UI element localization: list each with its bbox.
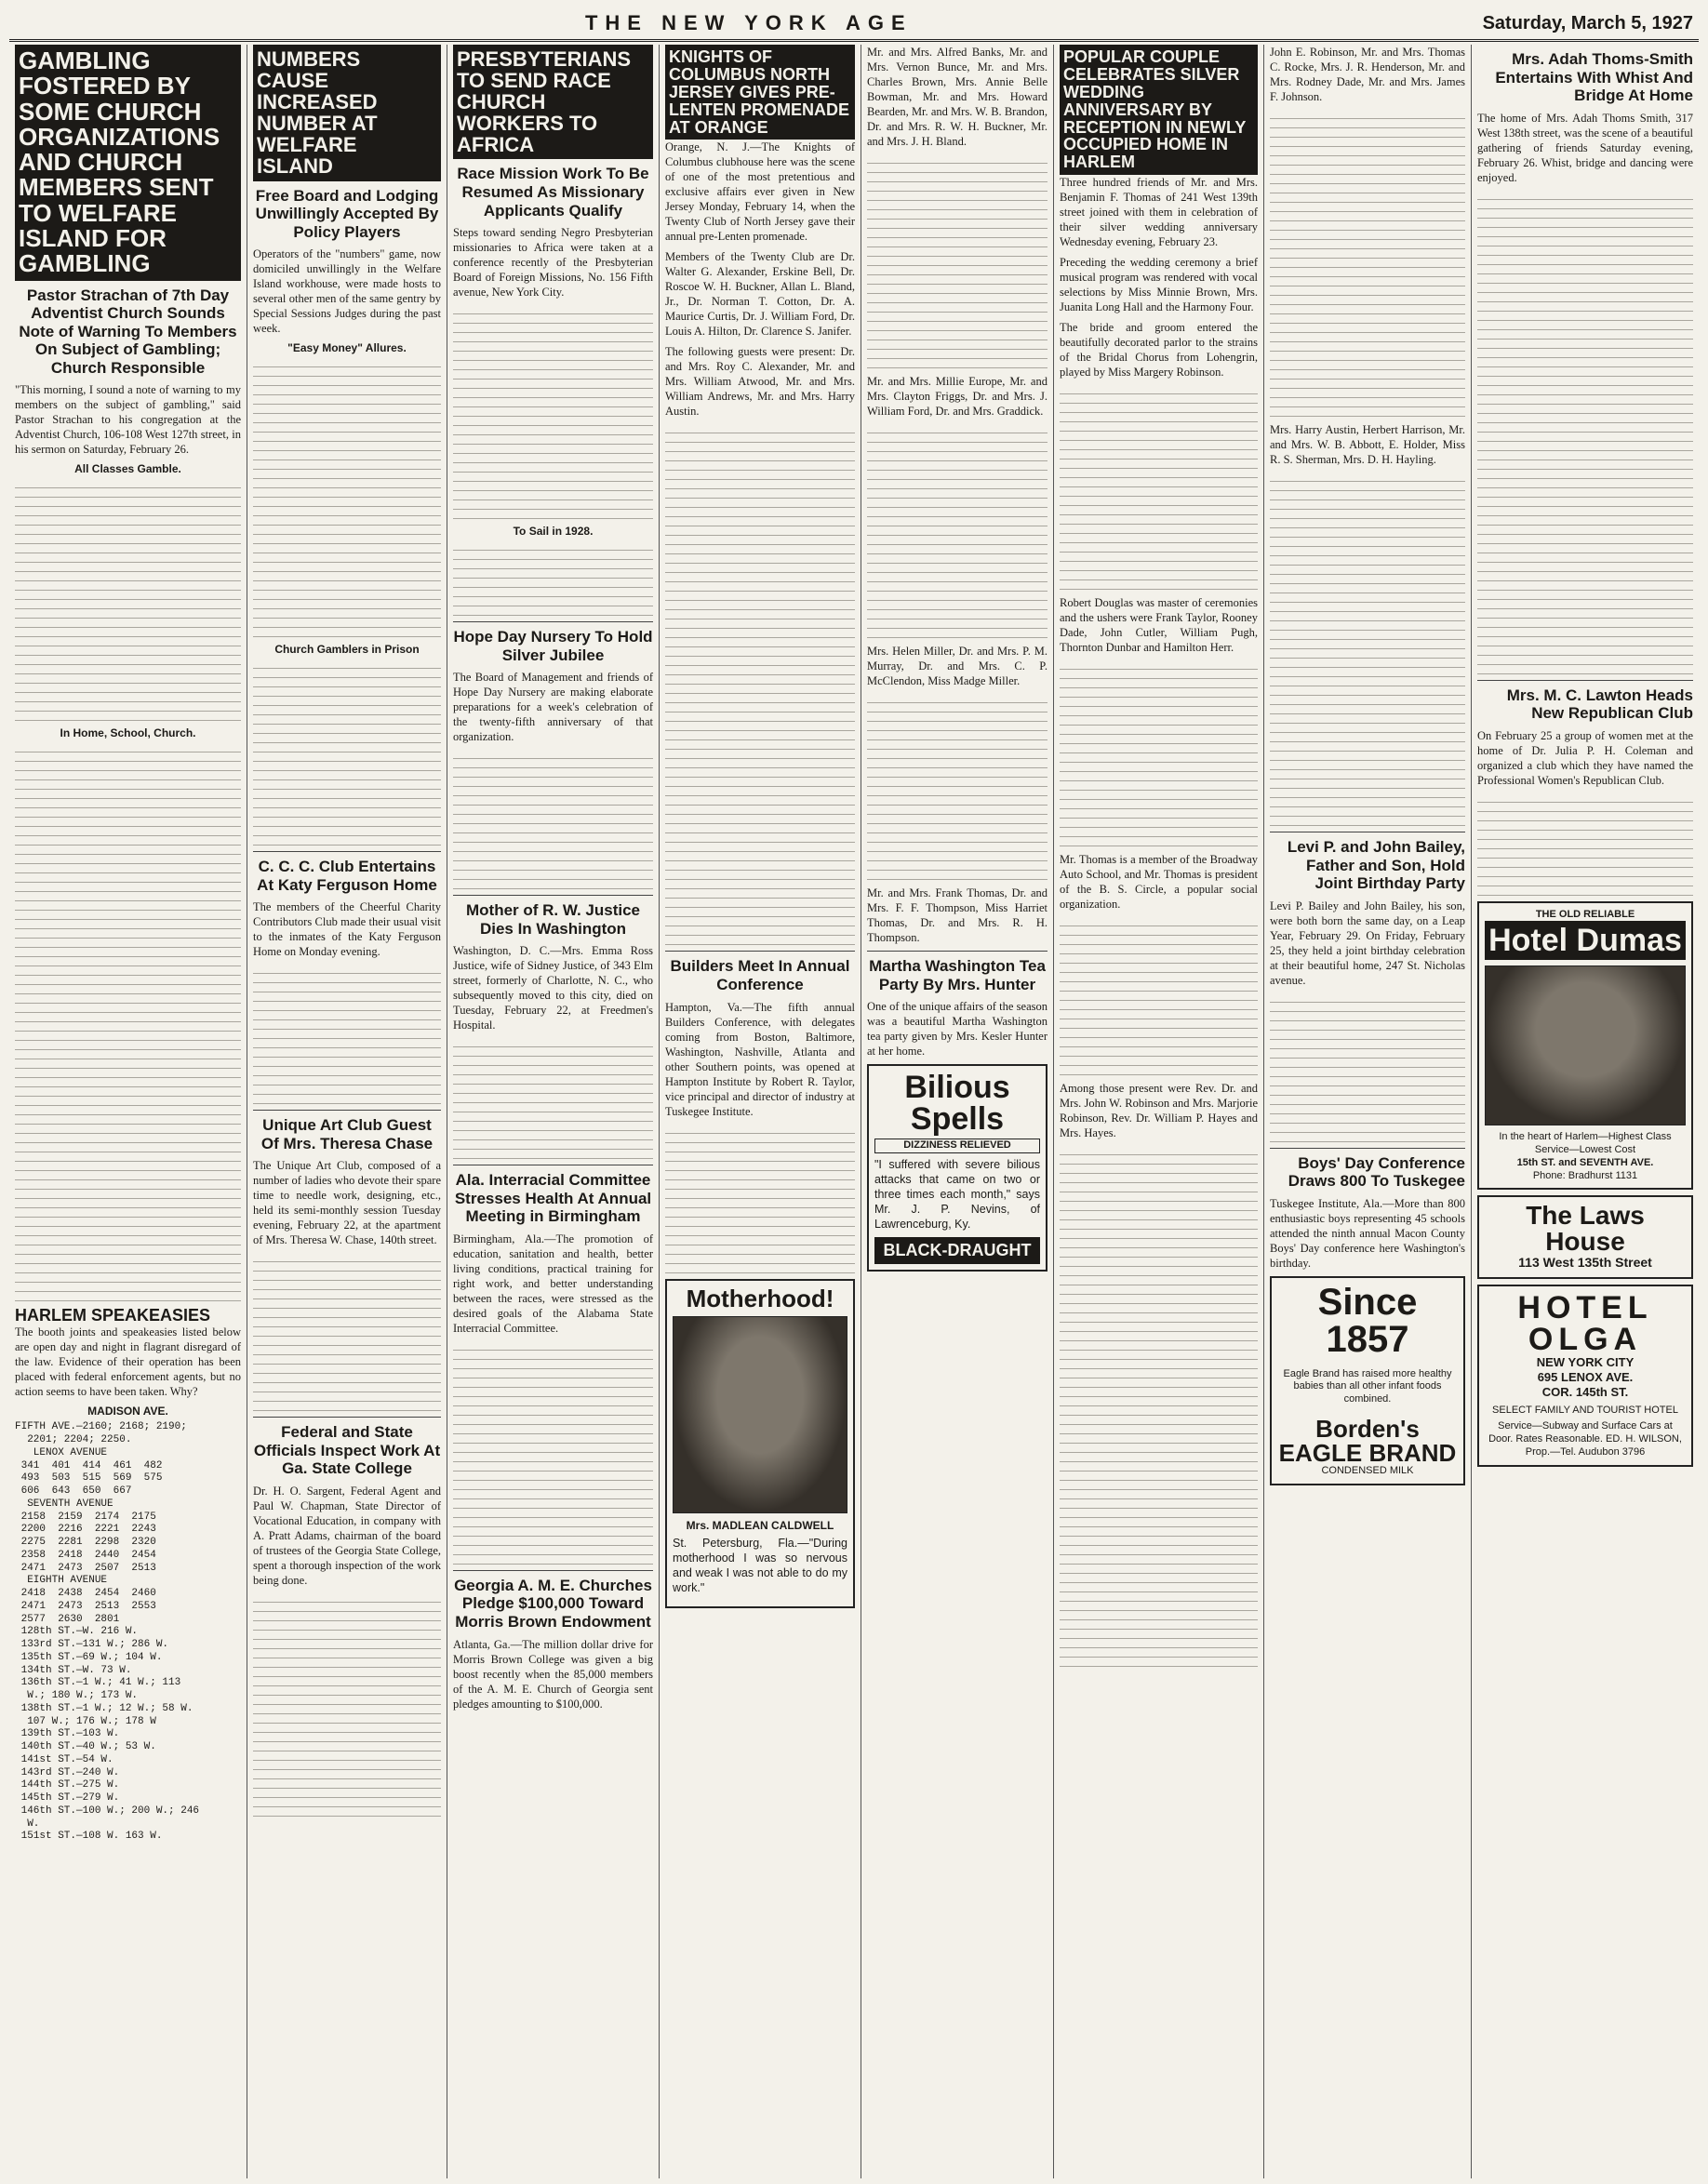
- presbyterians-filler: [453, 305, 653, 519]
- art-club-body: The Unique Art Club, composed of a number of ladies who devote their spare time to needle work, designing, etc., held its semi-monthly session Tuesday evening, February 22, at the apartment of Mrs. Theresa W. Chase, 140th street.: [253, 1159, 441, 1247]
- martha-body: One of the unique affairs of the season was a beautiful Martha Washington tea party given by Mrs. Kesler Hunter at her home.: [867, 1000, 1047, 1059]
- society-filler-2: [1270, 473, 1465, 826]
- numbers-filler-2: [253, 659, 441, 846]
- wedding-filler-3: [1060, 917, 1258, 1075]
- masthead-title: THE NEW YORK AGE: [584, 11, 913, 34]
- headline-ccc-club: C. C. C. Club Entertains At Katy Ferguson Home: [257, 858, 437, 894]
- bailey-body: Levi P. Bailey and John Bailey, his son, were both born the same day, on a Leap Year, February 29. On Friday, February 25, they held a joint birthday celebration at their beautiful home, 247 St. Nicholas avenue.: [1270, 899, 1465, 987]
- headline-knights-columbus: KNIGHTS OF COLUMBUS NORTH JERSEY GIVES PRE-LENTEN PROMENADE AT ORANGE: [665, 45, 855, 140]
- guest-list-4: Mr. and Mrs. Frank Thomas, Dr. and Mrs. F. F. Thompson, Miss Harriet Thomas, Dr. and Mrs. R. H. Thompson.: [867, 886, 1047, 944]
- divider: [253, 851, 441, 852]
- headline-bailey-birthday: Levi P. and John Bailey, Father and Son, Hold Joint Birthday Party: [1287, 838, 1465, 893]
- wedding-ushers: Robert Douglas was master of ceremonies and the ushers were Frank Taylor, Rooney Dade, John Cutler, William Pugh, Thornton Dunbar and Hamilton Herr.: [1060, 596, 1258, 655]
- ad-motherhood-caption: Mrs. MADLEAN CALDWELL: [686, 1518, 834, 1532]
- ad-dumas-phone: Phone: Bradhurst 1131: [1532, 1169, 1638, 1181]
- ad-dumas-name: Hotel Dumas: [1485, 921, 1686, 960]
- wedding-entry: The bride and groom entered the beautifully decorated parlor to the strains of the Bridal Chorus from Lohengrin, played by Miss Margery Robinson.: [1060, 321, 1258, 380]
- bailey-filler: [1270, 993, 1465, 1142]
- wedding-filler-4: [1060, 1146, 1258, 1667]
- divider: [253, 1110, 441, 1111]
- ccc-body: The members of the Cheerful Charity Contributors Club made their usual visit to the inmates of the Katy Ferguson Home on Monday evening.: [253, 900, 441, 959]
- column-6: [1054, 45, 1264, 2178]
- column-8: [1472, 45, 1699, 2178]
- article-body-filler-2: [15, 743, 241, 1301]
- art-club-filler: [253, 1253, 441, 1411]
- column-3: [447, 45, 660, 2178]
- wedding-filler-1: [1060, 385, 1258, 590]
- masthead-date: Saturday, March 5, 1927: [1482, 12, 1693, 33]
- hope-day-filler: [453, 750, 653, 889]
- article-lead: "This morning, I sound a note of warning to my members on the subject of gambling," said Pastor Strachan to his congregation at the Adventist Church, 106-108 West 127th street, in his sermon on Saturday, February 26.: [15, 383, 241, 457]
- ad-eagle-brand-sub: CONDENSED MILK: [1321, 1464, 1414, 1476]
- wedding-member: Mr. Thomas is a member of the Broadway Auto School, and Mr. Thomas is president of the B. S. Circle, a popular social organization.: [1060, 853, 1258, 912]
- deck-free-board: Free Board and Lodging Unwillingly Accepted By Policy Players: [255, 186, 439, 241]
- headline-silver-wedding: POPULAR COUPLE CELEBRATES SILVER WEDDING ANNIVERSARY BY RECEPTION IN NEWLY OCCUPIED HOME IN HARLEM: [1060, 45, 1258, 175]
- headline-thoms-smith: Mrs. Adah Thoms-Smith Entertains With Whist And Bridge At Home: [1495, 50, 1693, 105]
- column-1: [9, 45, 247, 2178]
- column-5: [861, 45, 1054, 2178]
- society-filler-1: [1270, 110, 1465, 417]
- georgia-ame-body: Atlanta, Ga.—The million dollar drive for Morris Brown College was given a big boost recently when the 85,000 members of the A. M. E. Church of Georgia sent pledges amounting to $100,000.: [453, 1637, 653, 1711]
- divider: [867, 951, 1047, 952]
- justice-body: Washington, D. C.—Mrs. Emma Ross Justice, wife of Sidney Justice, of 343 Elm street, formerly of Charlotte, N. C., who subsequently moved to this city, died on Tuesday, February 22, at Freedmen's Hospital.: [453, 944, 653, 1032]
- subhead-all-classes: All Classes Gamble.: [74, 462, 181, 476]
- headline-georgia-ame: Georgia A. M. E. Churches Pledge $100,000 Toward Morris Brown Endowment: [454, 1576, 652, 1631]
- headline-presbyterians: PRESBYTERIANS TO SEND RACE CHURCH WORKERS TO AFRICA: [453, 45, 653, 159]
- ad-hotel-olga: [1477, 1285, 1693, 1467]
- subhead-easy-money: "Easy Money" Allures.: [287, 341, 407, 355]
- table-title: MADISON AVE.: [87, 1405, 168, 1418]
- ad-olga-addr3: COR. 145th ST.: [1541, 1385, 1629, 1400]
- ad-bilious-title: Bilious Spells: [904, 1070, 1010, 1138]
- ad-laws-name: The Laws House: [1526, 1201, 1645, 1257]
- column-2: [247, 45, 447, 2178]
- headline-boys-day: Boys' Day Conference Draws 800 To Tuskegee: [1288, 1153, 1465, 1191]
- headline-numbers: NUMBERS CAUSE INCREASED NUMBER AT WELFARE ISLAND: [253, 45, 441, 181]
- knights-lead: Orange, N. J.—The Knights of Columbus clubhouse here was the scene of one of the most pretentious and exclusive affairs ever given in New Jersey Monday, February 14, when the Twenty Club of North Jersey gave their annual pre-Lenten promenade.: [665, 140, 855, 244]
- subhead-to-sail: To Sail in 1928.: [513, 525, 594, 539]
- deck-race-mission: Race Mission Work To Be Resumed As Missionary Applicants Qualify: [457, 165, 649, 220]
- masthead: [9, 7, 1699, 42]
- headline-lawton: Mrs. M. C. Lawton Heads New Republican Club: [1506, 686, 1693, 723]
- society-list-1: John E. Robinson, Mr. and Mrs. Thomas C. Rocke, Mrs. J. R. Henderson, Mr. and Mrs. Rodney Dade, Mr. and Mrs. James F. Johnson.: [1270, 46, 1465, 103]
- guest-filler-2: [867, 424, 1047, 638]
- ad-bilious-brand: BLACK-DRAUGHT: [874, 1237, 1040, 1264]
- presbyterians-lead: Steps toward sending Negro Presbyterian missionaries to Africa were taken at a conference recently of the Presbyterian Board of Foreign Missions, No. 156 Fifth avenue, New York City.: [453, 226, 653, 300]
- headline-ga-state-college: Federal and State Officials Inspect Work At Ga. State College: [253, 1423, 441, 1478]
- headline-gambling: GAMBLING FOSTERED BY SOME CHURCH ORGANIZATIONS AND CHURCH MEMBERS SENT TO WELFARE ISLAND FOR GAMBLING: [15, 45, 241, 281]
- hotel-photo: [1485, 965, 1686, 1125]
- divider: [253, 1417, 441, 1418]
- ad-motherhood: [665, 1279, 855, 1608]
- ad-motherhood-title: Motherhood!: [686, 1284, 834, 1312]
- headline-unique-art-club: Unique Art Club Guest Of Mrs. Theresa Chase: [260, 1116, 434, 1152]
- divider: [665, 951, 855, 952]
- guest-list-2: Mr. and Mrs. Millie Europe, Mr. and Mrs. Clayton Friggs, Dr. and Mrs. J. William Ford, Dr. and Mrs. Graddick.: [867, 375, 1047, 418]
- ad-olga-addr2: 695 LENOX AVE.: [1537, 1370, 1634, 1385]
- ad-dumas-addr: 15th ST. and SEVENTH AVE.: [1516, 1156, 1654, 1168]
- builders-filler: [665, 1125, 855, 1273]
- speakeasy-address-table: FIFTH AVE.—2160; 2168; 2190; 2201; 2204; 2250. LENOX AVENUE 341 401 414 461 482 493 503 515 569 575 606 643 650 667 SEVENTH AVENUE 2158 2159 2174 2175 2200 2216 2221 2243 2275 2281 2298 2320 2358 2418 2440 2454 2471 2473 2507 2513 EIGHTH AVENUE 2418 2438 2454 2460 2471 2473 2513 2553 2577 2630 2801 128th ST.—W. 216 W. 133rd ST.—131 W.; 286 W. 135th ST.—69 W.; 104 W. 134th ST.—W. 73 W. 136th ST.—1 W.; 41 W.; 113 W.; 180 W.; 173 W. 138th ST.—1 W.; 12 W.; 58 W. 107 W.; 176 W.; 178 W 139th ST.—103 W. 140th ST.—40 W.; 53 W. 141st ST.—54 W. 143rd ST.—240 W. 144th ST.—275 W. 145th ST.—279 W. 146th ST.—100 W.; 200 W.; 246 W. 151st ST.—108 W. 163 W.: [15, 1421, 200, 1843]
- ad-eagle-brand-name: Borden's EAGLE BRAND: [1278, 1414, 1457, 1467]
- boys-day-body: Tuskegee Institute, Ala.—More than 800 enthusiastic boys representing 45 schools attended the ninth annual Macon County Boys' Day conference here Washington's birthday.: [1270, 1196, 1465, 1270]
- headline-harlem-speakeasies: HARLEM SPEAKEASIES: [15, 1306, 211, 1325]
- ad-olga-foot: Service—Subway and Surface Cars at Door. Rates Reasonable. ED. H. WILSON, Prop.—Tel. Audubon 3796: [1488, 1420, 1682, 1458]
- knights-members: Members of the Twenty Club are Dr. Walter G. Alexander, Erskine Bell, Dr. Roscoe W. H. Buckner, Allan L. Bland, Jr., Dr. Norman T. Cotton, Dr. A. Maurice Curtis, Dr. J. William Ford, Dr. Louis A. Hilton, Dr. Clarence S. Janifer.: [665, 250, 855, 339]
- headline-builders-meet: Builders Meet In Annual Conference: [670, 957, 850, 993]
- divider: [1270, 1148, 1465, 1149]
- ad-eagle-text: Eagle Brand has raised more healthy babies than all other infant foods combined.: [1283, 1367, 1452, 1405]
- lawton-body: On February 25 a group of women met at the home of Dr. Julia P. H. Coleman and organized a club which they have named the Professional Women's Republican Club.: [1477, 728, 1693, 787]
- subhead-home-school-church: In Home, School, Church.: [60, 726, 196, 740]
- headline-interracial-committee: Ala. Interracial Committee Stresses Health At Annual Meeting in Birmingham: [454, 1171, 652, 1226]
- ad-eagle-year: Since 1857: [1317, 1281, 1418, 1360]
- ad-olga-text: SELECT FAMILY AND TOURIST HOTEL: [1492, 1404, 1678, 1416]
- wedding-present: Among those present were Rev. Dr. and Mrs. John W. Robinson and Mrs. Marjorie Robinson, Rev. Dr. William P. Hayes and Mrs. Hayes.: [1060, 1082, 1258, 1140]
- ad-laws-addr: 113 West 135th Street: [1518, 1255, 1652, 1271]
- interracial-body: Birmingham, Ala.—The promotion of education, sanitation and health, better living conditions, practical training for right work, and better understanding between the races, were stressed as the desired goals of the Alabama State Interracial Committee.: [453, 1232, 653, 1335]
- divider: [453, 895, 653, 896]
- portrait-photo: [673, 1316, 847, 1513]
- wedding-program: Preceding the wedding ceremony a brief musical program was rendered with vocal selections by Miss Minnie Brown, Mrs. Juanita Long Hall and the Harmony Four.: [1060, 256, 1258, 314]
- guest-filler-3: [867, 694, 1047, 880]
- speakeasies-intro: The booth joints and speakeasies listed below are open day and night in flagrant disregard of the law. Evidence of their operation has been placed with federal enforcement agents, but no action seems to have been taken. Why?: [15, 1325, 241, 1399]
- headline-hope-day-nursery: Hope Day Nursery To Hold Silver Jubilee: [453, 628, 653, 664]
- lawton-filler: [1477, 793, 1693, 896]
- thoms-smith-body: The home of Mrs. Adah Thoms Smith, 317 West 138th street, was the scene of a beautiful gathering of friends Saturday evening, February 26. Whist, bridge and dancing were enjoyed.: [1477, 111, 1693, 184]
- guest-filler-1: [867, 154, 1047, 368]
- knights-guests: The following guests were present: Dr. and Mrs. Roy C. Alexander, Mr. and Mrs. William Atwood, Mr. and Mrs. William Andrews, Mr. and Mrs. Harry Austin.: [665, 345, 855, 419]
- ad-eagle-brand: [1270, 1276, 1465, 1485]
- justice-filler: [453, 1038, 653, 1159]
- article-body-filler: [15, 479, 241, 721]
- wedding-lead: Three hundred friends of Mr. and Mrs. Benjamin F. Thomas of 241 West 139th street joined with them in celebration of their silver wedding anniversary Wednesday evening, February 23.: [1060, 176, 1258, 249]
- ccc-filler: [253, 965, 441, 1104]
- guest-list-3: Mrs. Helen Miller, Dr. and Mrs. P. M. Murray, Dr. and Mrs. C. P. McClendon, Miss Madge Miller.: [867, 645, 1047, 687]
- divider: [453, 621, 653, 622]
- headline-martha-washington: Martha Washington Tea Party By Mrs. Hunter: [869, 957, 1046, 993]
- ad-olga-name: HOTEL OLGA: [1517, 1289, 1653, 1357]
- ga-college-body: Dr. H. O. Sargent, Federal Agent and Paul W. Chapman, State Director of Vocational Education, in company with A. Pratt Adams, chairman of the board of trustees of the Georgia State College, spent a thorough inspection of the work being done.: [253, 1485, 441, 1588]
- numbers-lead: Operators of the "numbers" game, now domiciled unwillingly in the Welfare Island workhouse, were made hosts to several other men of the same gentry by Special Sessions Judges during the past week.: [253, 247, 441, 336]
- deck-pastor-strachan: Pastor Strachan of 7th Day Adventist Church Sounds Note of Warning To Members On Subject of Gambling; Church Responsible: [19, 286, 237, 377]
- guest-list-1: Mr. and Mrs. Alfred Banks, Mr. and Mrs. Vernon Bunce, Mr. and Mrs. Charles Brown, Mrs. Annie Belle Bowman, Mr. and Mrs. Howard Bearden, Mr. and Mrs. W. B. Brandon, Dr. and Mrs. R. W. H. Buckner, Mr. and Mrs. J. H. Bland.: [867, 46, 1047, 148]
- numbers-filler: [253, 358, 441, 637]
- divider: [453, 1570, 653, 1571]
- column-4: [660, 45, 861, 2178]
- columns: [9, 45, 1699, 2178]
- ad-bilious-text: "I suffered with severe bilious attacks that came on two or three times each month," says Mr. J. P. Nevins, of Lawrenceburg, Ky.: [874, 1157, 1040, 1231]
- thoms-smith-filler: [1477, 191, 1693, 674]
- ad-dumas-top: THE OLD RELIABLE: [1535, 908, 1635, 920]
- headline-mother-justice: Mother of R. W. Justice Dies In Washington: [465, 901, 641, 938]
- column-7: [1264, 45, 1472, 2178]
- knights-filler: [665, 424, 855, 945]
- ad-hotel-dumas: [1477, 901, 1693, 1191]
- ga-college-filler: [253, 1593, 441, 1817]
- ad-olga-addr1: NEW YORK CITY: [1536, 1354, 1635, 1369]
- ad-motherhood-text: St. Petersburg, Fla.—"During motherhood I was so nervous and weak I was not able to do my work.": [673, 1536, 847, 1594]
- presbyterians-filler-2: [453, 541, 653, 616]
- ad-bilious-sub: DIZZINESS RELIEVED: [874, 1139, 1040, 1153]
- ad-laws-house: [1477, 1195, 1693, 1279]
- subhead-church-gamblers: Church Gamblers in Prison: [274, 643, 420, 657]
- interracial-filler: [453, 1341, 653, 1565]
- society-list-2: Mrs. Harry Austin, Herbert Harrison, Mr. and Mrs. W. B. Abbott, E. Holder, Miss R. S. Sherman, Mrs. D. H. Hayling.: [1270, 423, 1465, 466]
- divider: [1477, 680, 1693, 681]
- builders-body: Hampton, Va.—The fifth annual Builders Conference, with delegates coming from Boston, Baltimore, Washington, Nashville, Atlanta and other Southern points, was opened at Hampton Institute by Robert R. Taylor, vice principal and director of industry at Tuskegee Institute.: [665, 1000, 855, 1118]
- ad-bilious-spells: [867, 1064, 1047, 1272]
- wedding-filler-2: [1060, 660, 1258, 846]
- hope-day-body: The Board of Management and friends of Hope Day Nursery are making elaborate preparations for a week's celebration of the twenty-fifth anniversary of that organization.: [453, 671, 653, 744]
- ad-dumas-text: In the heart of Harlem—Highest Class Service—Lowest Cost: [1499, 1131, 1672, 1156]
